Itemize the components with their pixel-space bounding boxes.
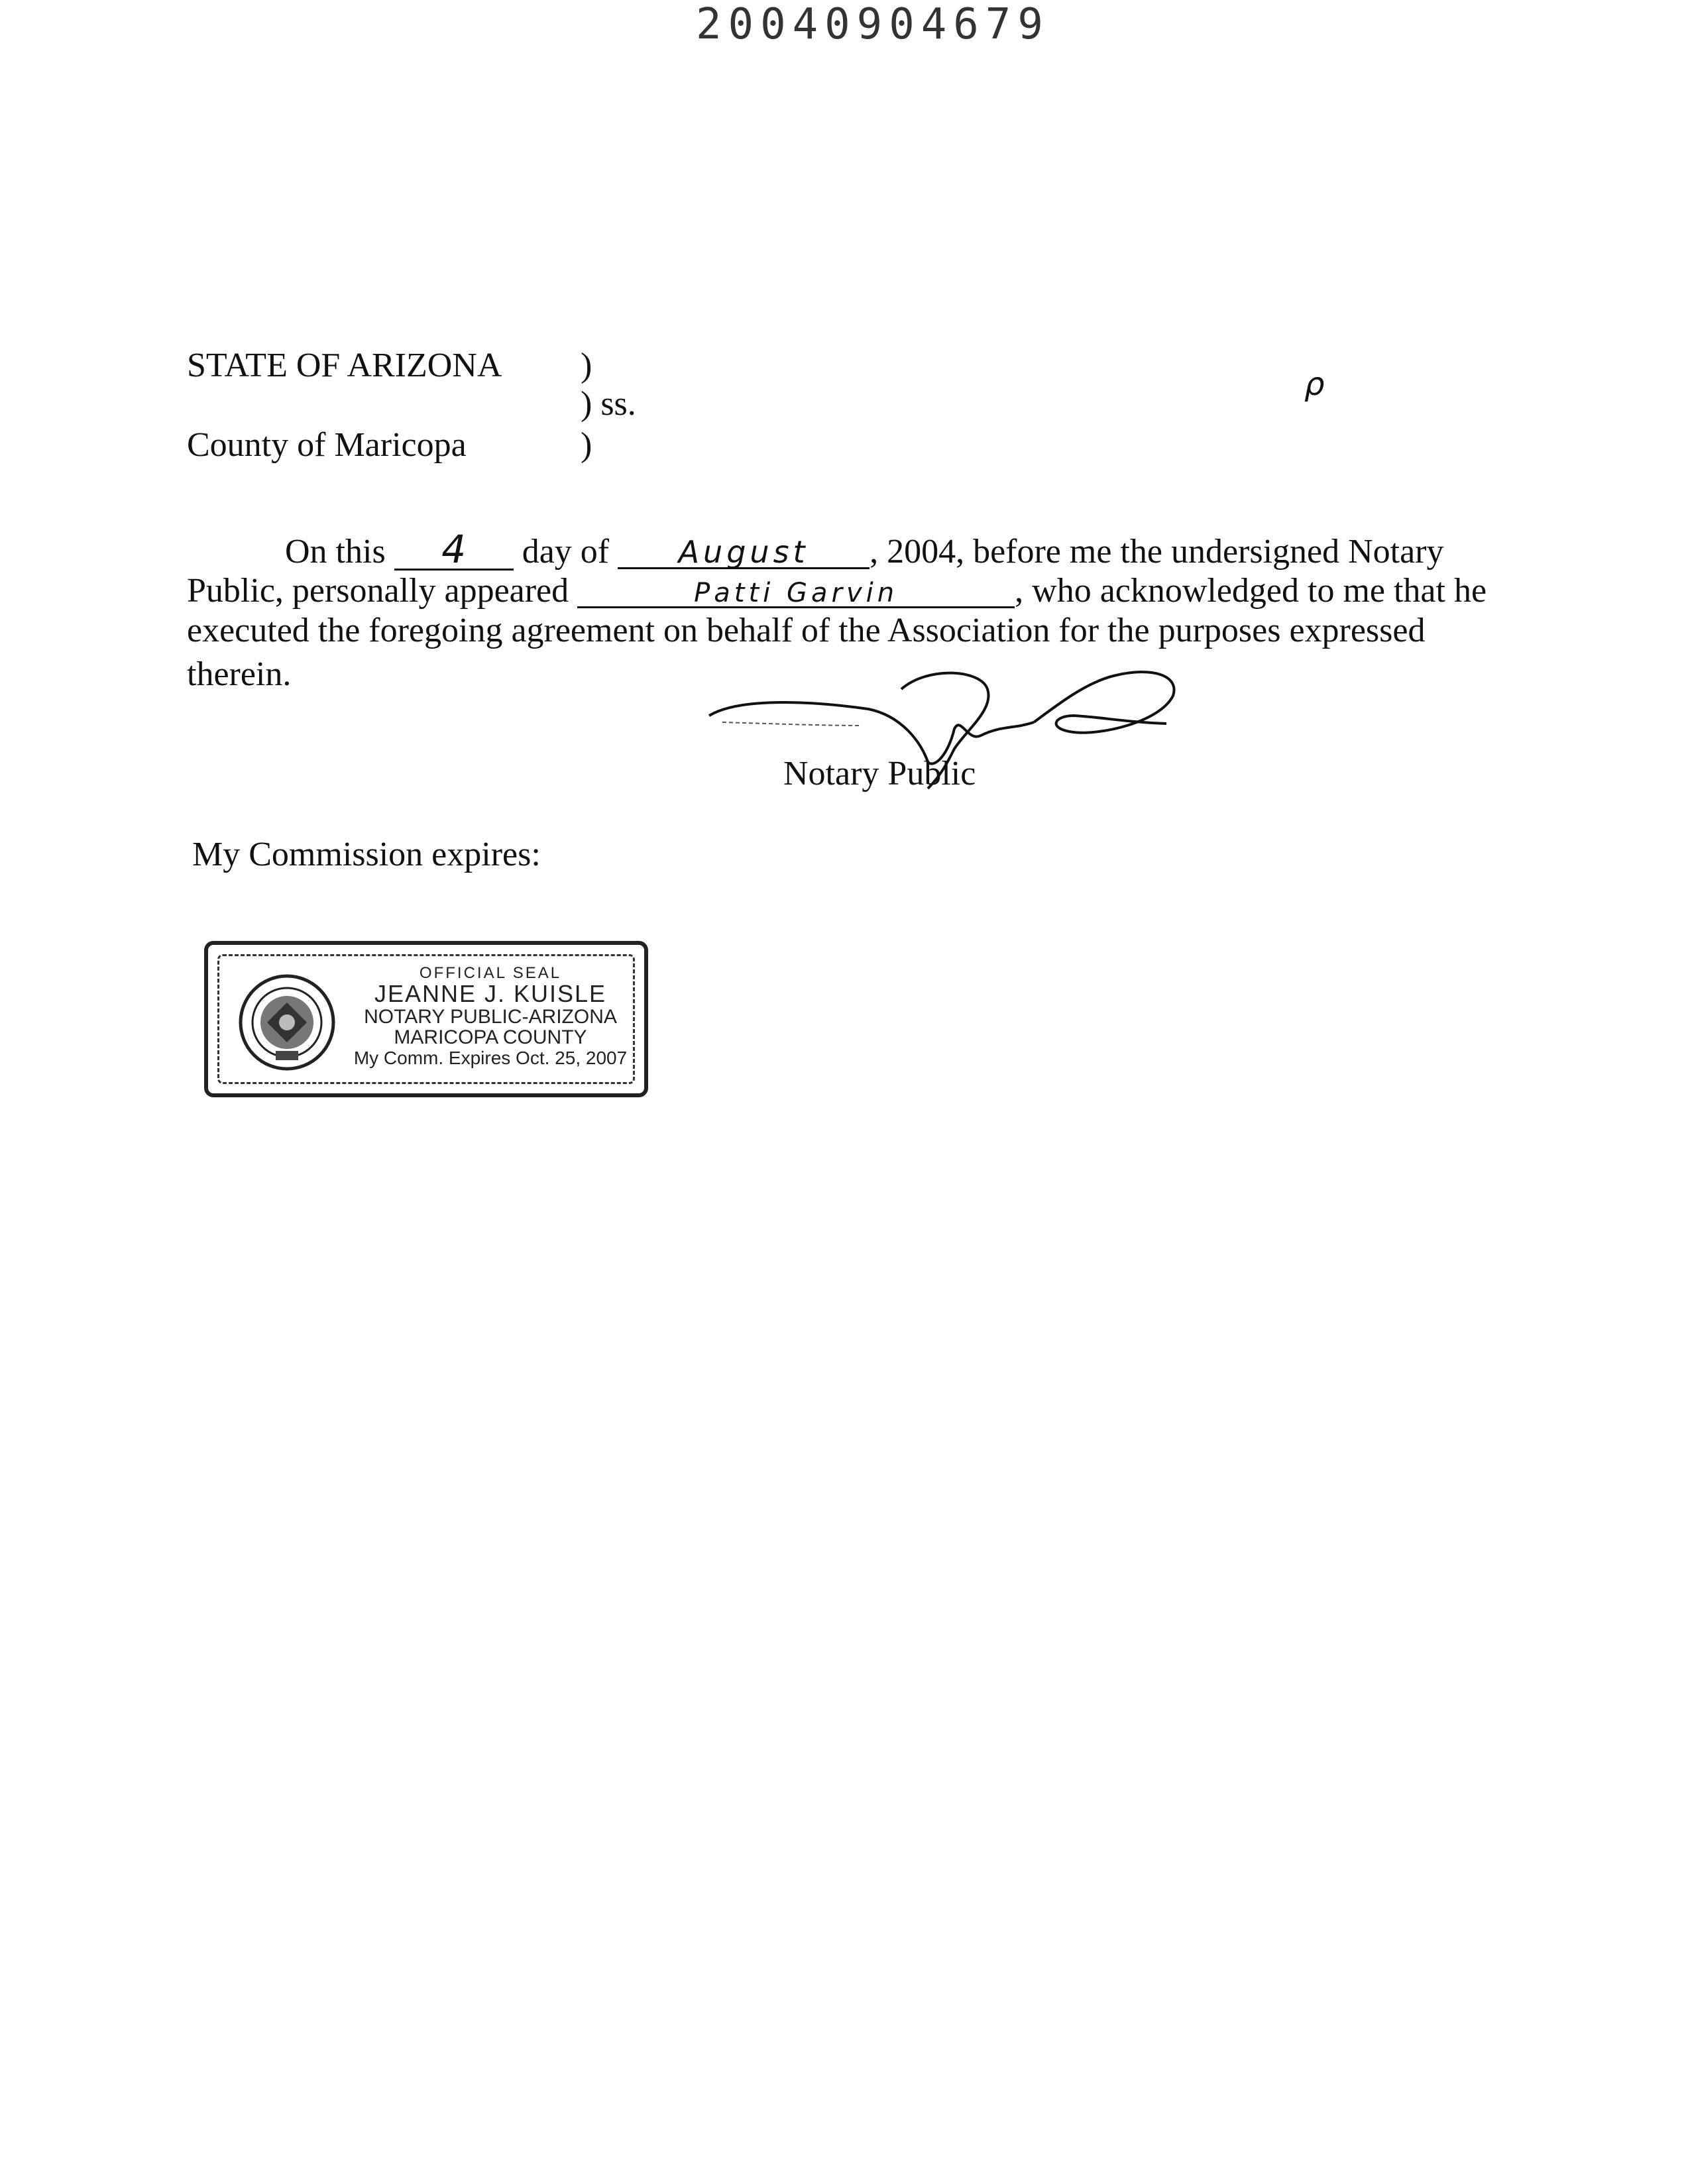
seal-role: NOTARY PUBLIC-ARIZONA [364, 1005, 617, 1028]
seal-expiry: My Comm. Expires Oct. 25, 2007 [353, 1047, 628, 1068]
seal-notary-name: JEANNE J. KUISLE [374, 980, 607, 1008]
seal-county: MARICOPA COUNTY [394, 1026, 587, 1049]
ack-line2-prefix: Public, personally appeared [187, 572, 569, 610]
venue-state: STATE OF ARIZONA [187, 347, 502, 384]
ack-line-4: therein. [187, 655, 292, 693]
ack-line-1 [285, 527, 1444, 572]
ack-line-2 [187, 571, 1487, 610]
margin-mark: ρ [1304, 366, 1325, 403]
ack-line1-suffix: , 2004, before me the undersigned Notary [870, 533, 1444, 571]
state-seal-emblem-icon [237, 973, 337, 1072]
notary-seal-stamp [204, 941, 648, 1097]
ack-line2-suffix: , who acknowledged to me that he [1015, 572, 1487, 610]
appeared-name-blank: Patti Garvin [577, 580, 1015, 608]
venue-paren-bottom: ) [581, 426, 592, 464]
venue-ss: ) ss. [581, 385, 636, 423]
ack-line1-prefix: On this [285, 533, 386, 571]
notary-public-label: Notary Public [783, 755, 976, 792]
seal-title: OFFICIAL SEAL [419, 964, 562, 982]
seal-text-block [351, 965, 630, 1067]
venue-paren-top: ) [581, 347, 592, 384]
ack-line-3: executed the foregoing agreement on behalf of the Association for the purposes expressed [187, 612, 1426, 649]
month-blank: August [618, 537, 870, 569]
day-blank: 4 [394, 530, 514, 571]
ack-line1-mid: day of [522, 533, 610, 571]
document-number: 20040904679 [696, 0, 1050, 49]
venue-county: County of Maricopa [187, 426, 467, 464]
commission-expires-label: My Commission expires: [192, 836, 541, 873]
